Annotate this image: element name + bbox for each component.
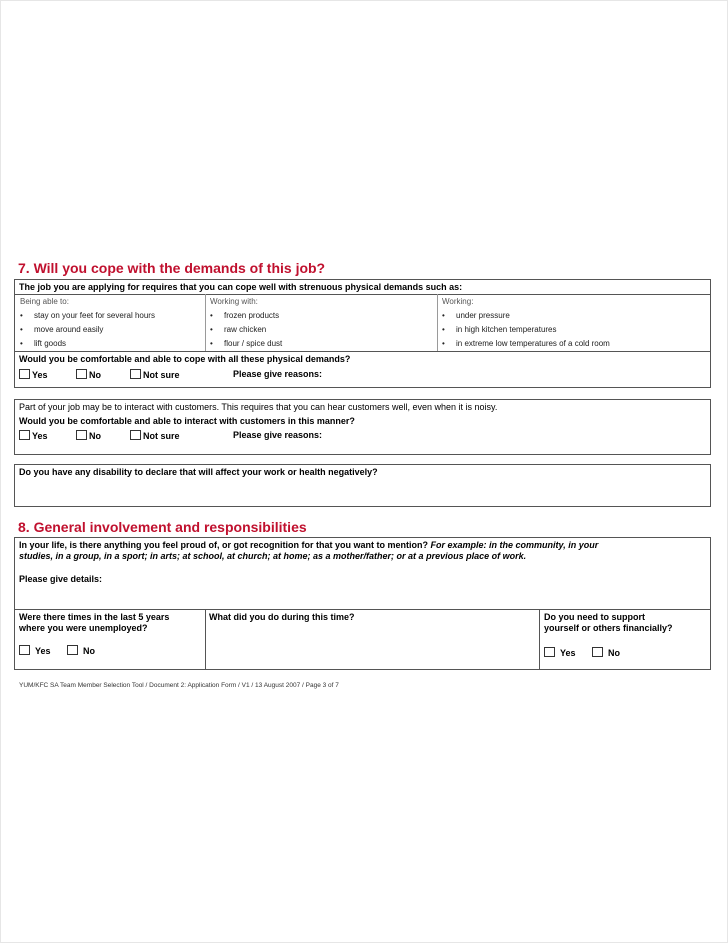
support-no-option[interactable]: No [592, 647, 620, 658]
list-item: • in extreme low temperatures of a cold room [442, 339, 610, 348]
support-question-line-1: Do you need to support [544, 612, 645, 622]
physical-reasons-label: Please give reasons: [233, 369, 323, 379]
checkbox-icon[interactable] [76, 430, 87, 440]
checkbox-icon[interactable] [19, 430, 30, 440]
section-7-title: 7. Will you cope with the demands of this job? [18, 260, 326, 276]
proud-question-line [19, 540, 598, 550]
bullet-icon: • [210, 311, 213, 320]
list-item: • lift goods [20, 339, 67, 348]
column-header: Working with: [210, 297, 258, 306]
checkbox-icon[interactable] [544, 647, 555, 657]
customer-question: Would you be comfortable and able to interact with customers in this manner? [19, 416, 355, 426]
customer-reasons-label: Please give reasons: [233, 430, 323, 440]
bullet-icon: • [442, 339, 445, 348]
unemployed-no-option[interactable]: No [67, 645, 95, 656]
divider [14, 609, 711, 610]
bullet-icon: • [20, 339, 23, 348]
list-item: • raw chicken [210, 325, 267, 334]
checkbox-icon[interactable] [130, 369, 141, 379]
bullet-icon: • [442, 311, 445, 320]
customer-not-sure-option[interactable]: Not sure [130, 430, 180, 441]
list-item: • move around easily [20, 325, 104, 334]
physical-yes-option[interactable]: Yes [19, 369, 48, 380]
checkbox-icon[interactable] [592, 647, 603, 657]
support-question-line-2: yourself or others financially? [544, 623, 673, 633]
bullet-icon: • [210, 325, 213, 334]
list-item: • stay on your feet for several hours [20, 311, 155, 320]
checkbox-icon[interactable] [67, 645, 78, 655]
divider [14, 351, 711, 352]
list-item: • frozen products [210, 311, 280, 320]
column-header: Being able to: [20, 297, 69, 306]
divider [14, 294, 711, 295]
column-divider [205, 294, 206, 351]
proud-example: For example: in the community, in your [430, 540, 599, 550]
section-8-title: 8. General involvement and responsibilities [18, 519, 307, 535]
demands-table [14, 279, 711, 388]
proud-question: In your life, is there anything you feel proud of, or got recognition for that you want to mention? [19, 540, 428, 550]
column-divider [205, 609, 206, 670]
list-item: • flour / spice dust [210, 339, 283, 348]
proud-example-continued: studies, in a group, in a sport; in arts; at school, at church; at home; as a mother/father; or at a previous place of work. [19, 551, 527, 561]
support-yes-option[interactable]: Yes [544, 647, 576, 658]
during-time-question: What did you do during this time? [209, 612, 355, 622]
unemployed-question-line-2: where you were unemployed? [19, 623, 148, 633]
unemployed-question-line-1: Were there times in the last 5 years [19, 612, 170, 622]
customer-no-option[interactable]: No [76, 430, 101, 441]
checkbox-icon[interactable] [19, 369, 30, 379]
customer-yes-option[interactable]: Yes [19, 430, 48, 441]
column-header: Working: [442, 297, 474, 306]
unemployed-yes-option[interactable]: Yes [19, 645, 51, 656]
checkbox-icon[interactable] [130, 430, 141, 440]
physical-demands-question: Would you be comfortable and able to cope with all these physical demands? [19, 354, 351, 364]
checkbox-icon[interactable] [19, 645, 30, 655]
bullet-icon: • [20, 325, 23, 334]
details-label: Please give details: [19, 574, 103, 584]
demands-intro: The job you are applying for requires that you can cope well with strenuous physical demands such as: [19, 282, 463, 292]
customer-intro: Part of your job may be to interact with customers. This requires that you can hear customers well, even when it is noisy. [19, 402, 498, 412]
bullet-icon: • [20, 311, 23, 320]
list-item: • in high kitchen temperatures [442, 325, 557, 334]
disability-question: Do you have any disability to declare that will affect your work or health negatively? [19, 467, 378, 477]
physical-not-sure-option[interactable]: Not sure [130, 369, 180, 380]
physical-no-option[interactable]: No [76, 369, 101, 380]
page-footer: YUM/KFC SA Team Member Selection Tool / Document 2: Application Form / V1 / 13 August 2007 / Page 3 of 7 [19, 682, 339, 689]
checkbox-icon[interactable] [76, 369, 87, 379]
bullet-icon: • [442, 325, 445, 334]
bullet-icon: • [210, 339, 213, 348]
list-item: • under pressure [442, 311, 510, 320]
column-divider [539, 609, 540, 670]
column-divider [437, 294, 438, 351]
